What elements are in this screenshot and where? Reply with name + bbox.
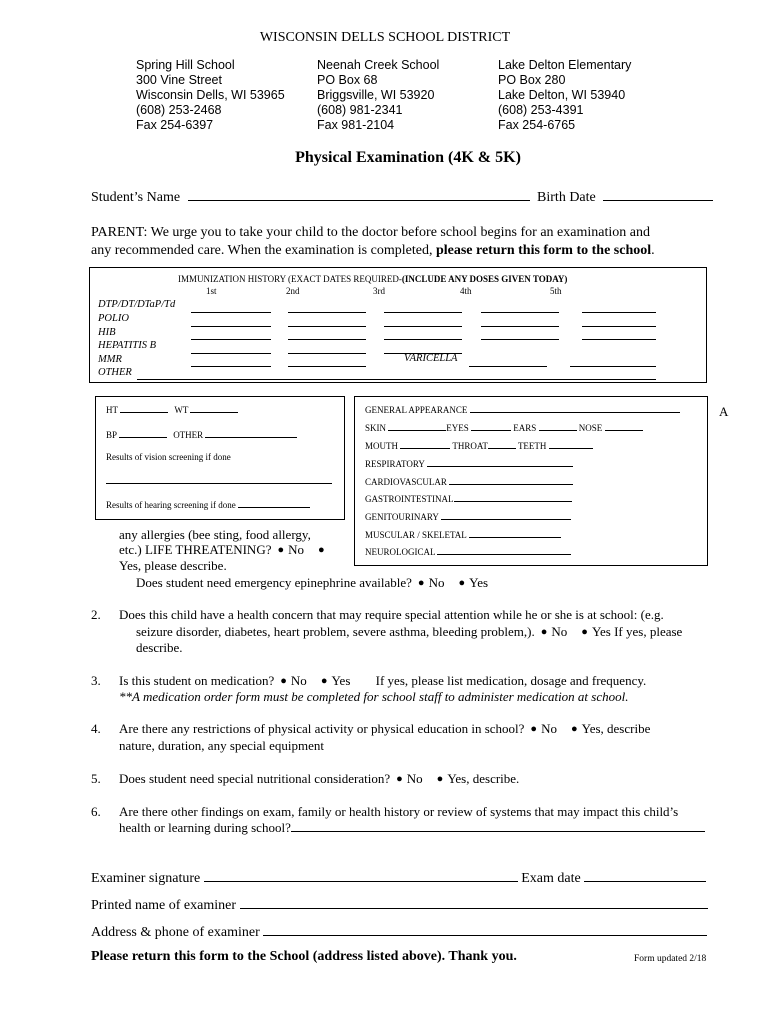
q3-tail: If yes, please list medication, dosage and frequency. [375,673,647,688]
q6-text: health or learning during school? [119,820,291,835]
ht-label: HT [106,405,118,415]
dtp-dose-3[interactable] [384,312,462,313]
school-address: 300 Vine Street [136,73,222,87]
q3-yes: Yes [331,673,351,688]
polio-dose-2[interactable] [288,326,366,327]
side-letter: A [719,404,729,419]
vision-label: Results of vision screening if done [106,452,231,462]
q1-line3: Yes, please describe. [119,558,227,573]
q3-line2: **A medication order form must be completed for school staff to administer medication at school. [119,689,629,704]
parent-note-text: any recommended care. When the examination is completed, [91,243,433,258]
parent-note-line2: any recommended care. When the examination is completed, please return this form to the school. [91,243,655,258]
neurological-field[interactable] [437,546,571,555]
musculoskeletal-field[interactable] [469,529,561,538]
birth-date-label: Birth Date [537,190,596,205]
eyes-label: EYES [446,423,469,433]
q5-line1 [119,771,519,787]
student-name-field[interactable] [188,188,530,201]
dose-5-label: 5th [550,286,562,296]
ht-field[interactable] [120,404,168,413]
q4-line2: nature, duration, any special equipment [119,738,325,753]
immunization-header-text: IMMUNIZATION HISTORY (EXACT DATES REQUIRED- [178,274,402,284]
bullet-icon[interactable]: ● [396,773,403,785]
neurological-label: NEUROLOGICAL [365,547,436,557]
dose-4-label: 4th [460,286,472,296]
mmr-dose-1[interactable] [191,366,271,367]
teeth-field[interactable] [549,440,593,449]
general-appearance-row [365,404,680,415]
district-title: WISCONSIN DELLS SCHOOL DISTRICT [259,30,511,45]
q4-text: Are there any restrictions of physical activity or physical education in school? [119,721,525,736]
genitourinary-label: GENITOURINARY [365,512,439,522]
immunization-box [89,267,707,383]
school-city: Wisconsin Dells, WI 53965 [136,88,285,102]
dtp-dose-2[interactable] [288,312,366,313]
bp-other-row [106,429,297,440]
parent-note-line1: PARENT: We urge you to take your child to the doctor before school begins for an examination and [91,225,650,240]
q1-epi-no: No [428,575,445,590]
printed-name-row [91,896,708,914]
varicella-label: VARICELLA [404,353,458,364]
wt-field[interactable] [190,404,238,413]
bullet-icon[interactable]: ● [530,723,538,735]
q2-line1: Does this child have a health concern that may require special attention while he or she is at school: (e.g. [119,607,664,622]
hepb-dose-1[interactable] [191,353,271,354]
bullet-icon[interactable]: ● [458,577,466,589]
throat-label: THROAT [452,441,488,451]
hib-dose-5[interactable] [582,339,656,340]
school-name: Spring Hill School [136,58,235,72]
bullet-icon[interactable]: ● [318,544,325,556]
polio-dose-5[interactable] [582,326,656,327]
bullet-icon[interactable]: ● [436,773,444,785]
q4-number: 4. [91,721,101,736]
q2-line3: describe. [136,640,183,655]
hearing-field[interactable] [238,499,310,508]
varicella-dose-2[interactable] [570,366,656,367]
ears-field[interactable] [539,422,577,431]
general-appearance-label: GENERAL APPEARANCE [365,405,468,415]
q5-yes: Yes, describe. [447,771,520,786]
neurological-row [365,546,571,557]
exam-box [354,396,708,566]
address-phone-field[interactable] [263,923,707,936]
skin-eyes-ears-nose-row [365,422,643,433]
musculoskeletal-label: MUSCULAR / SKELETAL [365,530,467,540]
q1-epi-text: Does student need emergency epinephrine available? [136,575,412,590]
immunization-header-bold: (INCLUDE ANY DOSES GIVEN TODAY) [401,274,568,284]
skin-label: SKIN [365,423,387,433]
eyes-field[interactable] [471,422,511,431]
respiratory-row [365,458,573,469]
q4-line1 [119,721,650,737]
cardiovascular-row [365,476,573,487]
vision-field[interactable] [106,483,332,484]
school-phone: (608) 253-2468 [136,103,222,117]
dose-2-label: 2nd [286,286,300,296]
q6-line1: Are there other findings on exam, family or health history or review of systems that may impact this child’s [119,804,679,819]
row-dtp-label: DTP/DT/DTaP/Td [98,299,176,310]
bp-field[interactable] [119,429,167,438]
cardiovascular-label: CARDIOVASCULAR [365,477,447,487]
hib-dose-1[interactable] [191,339,271,340]
gastrointestinal-field[interactable] [454,493,572,502]
q1-line4 [136,575,488,591]
respiratory-field[interactable] [427,458,573,467]
gastrointestinal-label: GASTROINTESTINAL [365,494,454,504]
student-name-label: Student’s Name [91,190,181,205]
polio-dose-1[interactable] [191,326,271,327]
q2-line2 [136,624,682,640]
q5-number: 5. [91,771,101,786]
form-updated: Form updated 2/18 [634,954,707,964]
q2-no: No [551,624,568,639]
other-field[interactable] [137,379,656,380]
school-lake-delton [498,58,631,133]
examiner-signature-label: Examiner signature [91,871,201,886]
respiratory-label: RESPIRATORY [365,459,425,469]
bp-label: BP [106,430,117,440]
nose-label: NOSE [578,423,603,433]
exam-date-field[interactable] [584,869,706,882]
dtp-dose-4[interactable] [481,312,559,313]
bullet-icon[interactable]: ● [277,544,285,556]
q3-number: 3. [91,673,101,688]
school-neenah-creek [317,58,439,133]
address-phone-label: Address & phone of examiner [91,925,260,940]
school-spring-hill [136,58,285,133]
closing-instruction: Please return this form to the School (address listed above). Thank you. [91,949,517,964]
q2-text: seizure disorder, diabetes, heart problem, severe asthma, bleeding problem,). [136,624,535,639]
bullet-icon[interactable]: ● [570,723,578,735]
q1-line1: any allergies (bee sting, food allergy, [119,527,311,542]
row-hib-label: HIB [98,327,116,338]
dtp-dose-1[interactable] [191,312,271,313]
hib-dose-2[interactable] [288,339,366,340]
form-title: Physical Examination (4K & 5K) [295,149,521,166]
immunization-header [178,274,567,284]
row-polio-label: POLIO [98,313,129,324]
mouth-field[interactable] [400,440,450,449]
school-address: PO Box 280 [498,73,566,87]
bullet-icon[interactable]: ● [540,626,548,638]
printed-name-field[interactable] [240,896,708,909]
printed-name-label: Printed name of examiner [91,898,237,913]
hib-dose-3[interactable] [384,339,462,340]
school-address: PO Box 68 [317,73,378,87]
school-city: Lake Delton, WI 53940 [498,88,626,102]
polio-dose-3[interactable] [384,326,462,327]
school-phone: (608) 253-4391 [498,103,584,117]
throat-field[interactable] [488,440,516,449]
q1-epi-yes: Yes [469,575,489,590]
bullet-icon[interactable]: ● [417,577,425,589]
nose-field[interactable] [605,422,643,431]
dtp-dose-5[interactable] [582,312,656,313]
varicella-dose-1[interactable] [469,366,547,367]
polio-dose-4[interactable] [481,326,559,327]
q1-no-label: No [288,542,305,557]
exam-date-label: Exam date [521,871,581,886]
teeth-label: TEETH [517,441,547,451]
wt-label: WT [174,405,189,415]
bullet-icon[interactable]: ● [280,675,287,687]
musculoskeletal-row [365,529,561,540]
examiner-signature-row [91,869,706,887]
school-fax: Fax 254-6765 [498,118,576,132]
q5-no: No [406,771,423,786]
q6-field[interactable] [291,820,705,832]
student-name-row [91,188,713,206]
mouth-throat-teeth-row [365,440,593,451]
mouth-label: MOUTH [365,441,398,451]
hepb-dose-2[interactable] [288,353,366,354]
genitourinary-row [365,511,571,522]
other-vitals-field[interactable] [205,429,297,438]
mmr-dose-2[interactable] [288,366,366,367]
q5-text: Does student need special nutritional consideration? [119,771,391,786]
q3-line1 [119,673,646,689]
parent-note-bold: please return this form to the school [435,243,652,258]
q3-no: No [290,673,307,688]
bullet-icon[interactable]: ● [320,675,328,687]
q3-text: Is this student on medication? [119,673,275,688]
dose-1-label: 1st [206,286,217,296]
cardiovascular-field[interactable] [449,476,573,485]
school-name: Lake Delton Elementary [498,58,632,72]
hearing-row [106,499,310,510]
q4-no: No [541,721,557,736]
gastrointestinal-row [365,493,572,504]
q6-line2 [119,820,705,836]
row-mmr-label: MMR [98,354,122,365]
ht-wt-row [106,404,238,415]
skin-field[interactable] [388,422,446,431]
ears-label: EARS [513,423,537,433]
school-phone: (608) 981-2341 [317,103,403,117]
hib-dose-4[interactable] [481,339,559,340]
q2-number: 2. [91,607,101,622]
other-vitals-label: OTHER [173,430,204,440]
examiner-signature-field[interactable] [204,869,518,882]
address-phone-row [91,923,707,941]
vitals-box [95,396,345,520]
genitourinary-field[interactable] [441,511,571,520]
school-fax: Fax 254-6397 [136,118,214,132]
q6-number: 6. [91,804,101,819]
dose-3-label: 3rd [373,286,385,296]
row-other-label: OTHER [98,367,132,378]
school-fax: Fax 981-2104 [317,118,395,132]
hearing-label: Results of hearing screening if done [106,500,236,510]
bullet-icon[interactable]: ● [581,626,588,638]
birth-date-field[interactable] [603,188,713,201]
q4-yes: Yes, describe [581,721,651,736]
q1-line2 [119,542,329,558]
q1-text: etc.) LIFE THREATENING? [119,542,272,557]
school-city: Briggsville, WI 53920 [317,88,435,102]
school-name: Neenah Creek School [317,58,440,72]
general-appearance-field[interactable] [470,404,680,413]
row-hepb-label: HEPATITIS B [98,340,157,351]
q2-yes: Yes If yes, please [591,624,683,639]
